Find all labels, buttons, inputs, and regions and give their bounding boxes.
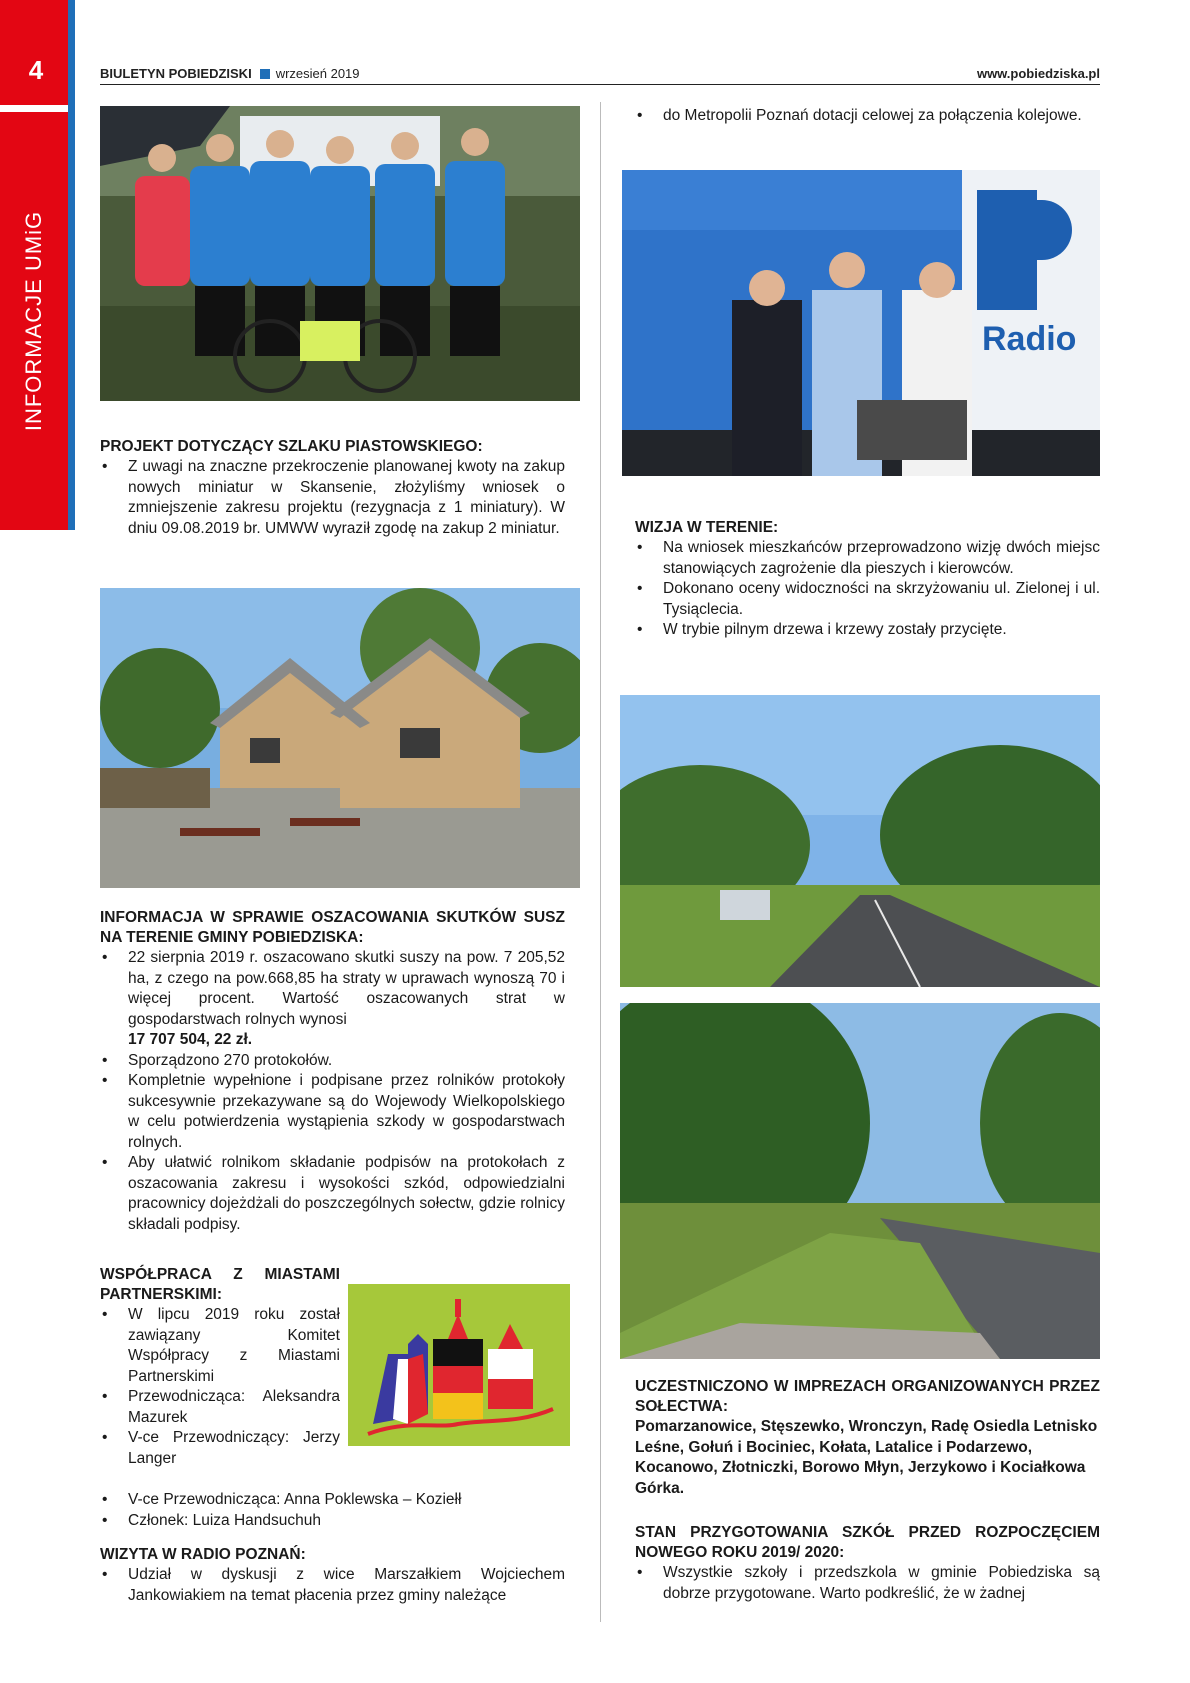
photo-road-1 — [620, 695, 1100, 987]
section-events — [635, 1377, 1100, 1499]
photo-road-2 — [620, 1003, 1100, 1359]
list-item: • Dokonano oceny widoczności na skrzyżowaniu ul. Zielonej i ul. Tysiąclecia. — [635, 579, 1100, 620]
section-piast-trail — [100, 437, 565, 539]
heading-schools: STAN PRZYGOTOWANIA SZKÓŁ PRZED ROZPOCZĘCIEM NOWEGO ROKU 2019/ 2020: — [635, 1524, 1100, 1561]
page-number: 4 — [28, 55, 44, 85]
list-item: • Sporządzono 270 protokołów. — [100, 1051, 565, 1072]
list-item — [100, 948, 565, 1051]
list-item: • Udział w dyskusji z wice Marszałkiem Wojciechem Jankowiakiem na temat płacenia przez gminy należące — [100, 1565, 565, 1606]
section-partner-cities — [100, 1265, 340, 1469]
publication-title: BIULETYN POBIEDZISKI — [100, 66, 252, 81]
list-item: • Aby ułatwić rolnikom składanie podpisów na protokołach z oszacowania zakresu i wysokości szkód, odpowiedzialni pracownicy dojeżdżali do poszczególnych sołectw, gdzie rolnicy składali podpisy. — [100, 1153, 565, 1235]
heading-radio-visit: WIZYTA W RADIO POZNAŃ: — [100, 1546, 306, 1563]
list-item: • W trybie pilnym drzewa i krzewy zostały przycięte. — [635, 620, 1100, 641]
partner-cities-logo — [348, 1284, 570, 1446]
heading-field-visit: WIZJA W TERENIE: — [635, 519, 779, 536]
section-schools — [635, 1523, 1100, 1604]
section-field-visit — [635, 518, 1100, 641]
list-item: • V-ce Przewodnicząca: Anna Poklewska – Koziełł — [100, 1490, 580, 1511]
section-label: INFORMACJE UMiG — [21, 210, 46, 432]
list-item: • Wszystkie szkoły i przedszkola w gminie Pobiedziska są dobrze przygotowane. Warto podkreślić, że w żadnej — [635, 1563, 1100, 1604]
page-number-box — [0, 0, 72, 105]
drought-text: 22 sierpnia 2019 r. oszacowano skutki suszy na pow. 7 205,52 ha, z czego na pow.668,85 ha straty w uprawach wynoszą 70 i więcej procent. Wartość oszacowanych strat w gospodarstwach rolnych wynosi — [128, 949, 565, 1028]
list-item: • Kompletnie wypełnione i podpisane przez rolników protokoły sukcesywnie przekazywane są do Wojewody Wielkopolskiego w celu potwierdzenia wystąpienia szkody w gospodarstwach rolnych. — [100, 1071, 565, 1153]
list-item: • V-ce Przewodniczący: Jerzy Langer — [100, 1428, 340, 1469]
heading-piast-trail: PROJEKT DOTYCZĄCY SZLAKU PIASTOWSKIEGO: — [100, 438, 483, 455]
continued-paragraph: • do Metropolii Poznań dotacji celowej za połączenia kolejowe. — [635, 106, 1100, 127]
photo-wooden-cabin — [100, 588, 580, 888]
heading-events: UCZESTNICZONO W IMPREZACH ORGANIZOWANYCH PRZEZ SOŁECTWA: — [635, 1378, 1100, 1415]
radio-sign-text: Radio — [982, 320, 1077, 358]
website-url[interactable]: www.pobiedziska.pl — [976, 66, 1100, 81]
sidebar-accent — [68, 0, 75, 530]
column-divider — [600, 102, 601, 1622]
heading-drought: INFORMACJA W SPRAWIE OSZACOWANIA SKUTKÓW SUSZ NA TERENIE GMINY POBIEDZISKA: — [100, 909, 565, 946]
drought-amount: 17 707 504, 22 zł. — [128, 1031, 253, 1048]
section-drought — [100, 908, 565, 1235]
section-radio-visit — [100, 1545, 565, 1606]
list-item: • Przewodnicząca: Aleksandra Mazurek — [100, 1387, 340, 1428]
section-label-box — [0, 112, 68, 530]
photo-cyclists — [100, 106, 580, 401]
section-partner-cities-more — [100, 1490, 580, 1531]
running-header — [100, 66, 360, 81]
list-item: • Członek: Luiza Handsuchuh — [100, 1511, 580, 1532]
list-item: • Na wniosek mieszkańców przeprowadzono wizję dwóch miejsc stanowiących zagrożenie dla pieszych i kierowców. — [635, 538, 1100, 579]
list-item: • Z uwagi na znaczne przekroczenie planowanej kwoty na zakup nowych miniatur w Skansenie, złożyliśmy wniosek o zmniejszenie zakresu projektu (rezygnacja z 1 miniatury). W dniu 09.08.2019 br. UMWW wyraził zgodę na zakup 2 miniatur. — [100, 457, 565, 539]
separator-square — [260, 69, 270, 79]
issue-date: wrzesień 2019 — [275, 66, 360, 81]
events-villages: Pomarzanowice, Stęszewko, Wronczyn, Radę Osiedla Letnisko Leśne, Gołuń i Bociniec, Kołata, Latalice i Podarzewo, Kocanowo, Złotniczki, Borowo Młyn, Jerzykowo i Kociałkowa Górka. — [635, 1418, 1098, 1497]
list-item: • W lipcu 2019 roku został zawiązany Komitet Współpracy z Miastami Partnerskimi — [100, 1305, 340, 1387]
radio-continued-text — [635, 106, 1100, 127]
header-rule — [100, 84, 1100, 85]
photo-radio-studio — [622, 170, 1100, 476]
heading-partner-cities: WSPÓŁPRACA Z MIASTAMI PARTNERSKIMI: — [100, 1266, 340, 1303]
